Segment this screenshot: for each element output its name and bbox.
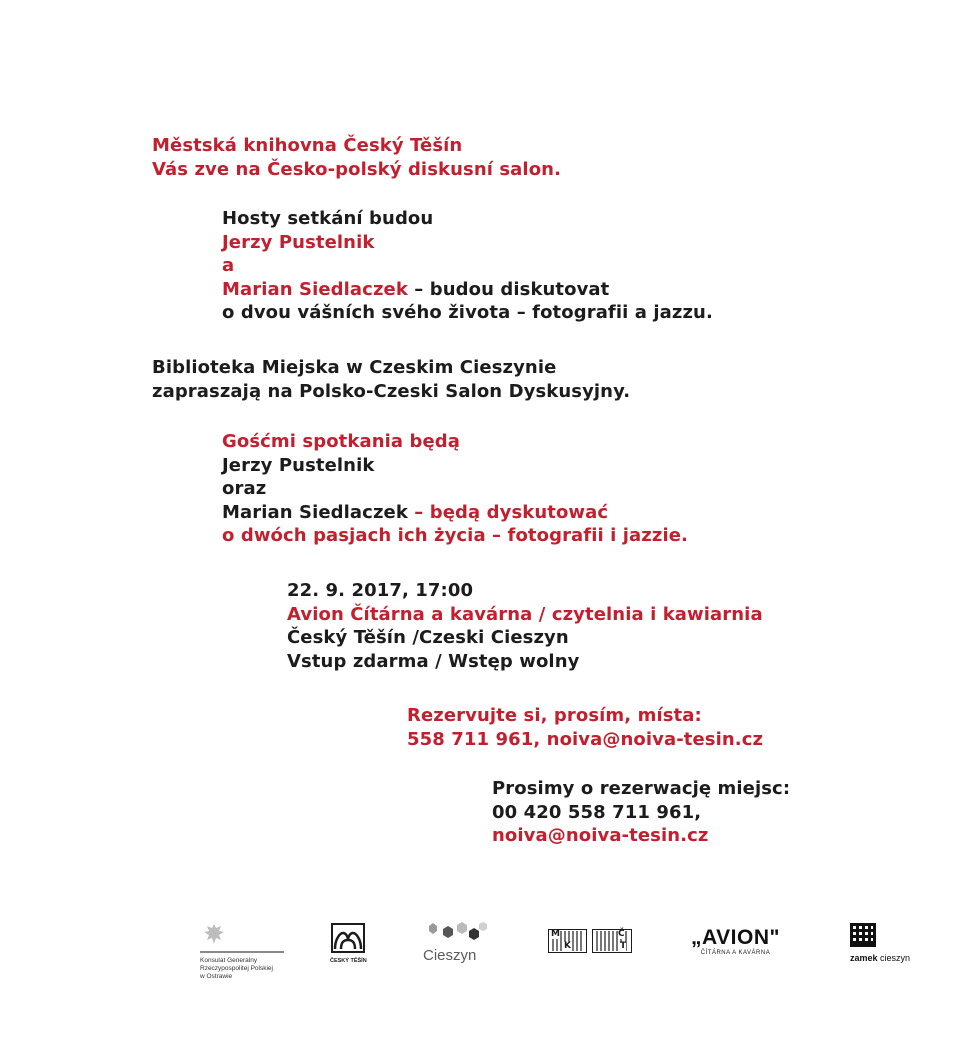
intro-pl-line1: Biblioteka Miejska w Czeskim Cieszynie (152, 357, 557, 378)
guests-cz-desc1: – budou diskutovat (407, 278, 610, 300)
event-entry: Vstup zdarma / Wstęp wolny (287, 650, 580, 672)
konsulat-rule (200, 951, 284, 953)
zamek-label-bold: zamek (850, 953, 878, 963)
mk-letter-k: K (564, 941, 571, 951)
guests-pl (222, 430, 688, 548)
avion-logo (688, 927, 783, 956)
reservation-cz-line1: Rezervujte si, prosím, místa: (407, 705, 702, 726)
event-datetime: 22. 9. 2017, 17:00 (287, 580, 474, 601)
guests-cz-guest2-line (222, 278, 713, 302)
reservation-pl (492, 777, 790, 848)
avion-subtitle: ČÍTÁRNA A KAVÁRNA (700, 950, 771, 956)
mk-letter-m: M (551, 929, 560, 939)
guests-pl-conj: oraz (222, 478, 267, 499)
sponsor-logos (0, 915, 960, 995)
zamek-castle-icon (850, 923, 876, 947)
zamek-label-rest: cieszyn (877, 953, 911, 963)
eagle-icon (202, 923, 226, 945)
guests-cz-conj: a (222, 255, 235, 276)
cesky-tesin-label: ČESKÝ TĚŠÍN (330, 958, 367, 964)
event-city: Český Těšín /Czeski Cieszyn (287, 627, 569, 648)
zamek-label (850, 953, 920, 963)
guests-pl-desc1: – będą dyskutować (407, 501, 609, 523)
guests-cz-desc2: o dvou vášních svého života – fotografii a jazzu. (222, 302, 713, 323)
konsulat-line3: w Ostrawie (200, 973, 233, 980)
guests-pl-desc2: o dwóch pasjach ich życia – fotografii i jazzie. (222, 525, 688, 546)
reservation-pl-line1: Prosimy o rezerwację miejsc: (492, 778, 791, 799)
cieszyn-label: Cieszyn (423, 947, 477, 964)
intro-cz-line2: Vás zve na Česko-polský diskusní salon. (152, 158, 562, 180)
guests-cz-heading: Hosty setkání budou (222, 208, 434, 229)
intro-pl-line2: zapraszają na Polsko-Czeski Salon Dyskusyjny. (152, 380, 631, 402)
intro-pl (152, 356, 630, 403)
zamek-logo (850, 923, 920, 963)
konsulat-line2: Rzeczypospolitej Polskiej (200, 965, 273, 972)
ct-letter-c: Č (618, 929, 625, 939)
guests-cz (222, 207, 713, 325)
intro-cz-line1: Městská knihovna Český Těšín (152, 135, 463, 156)
avion-wordmark: „AVION" (691, 926, 780, 949)
konsulat-line1: Konsulat Generalny (200, 957, 258, 964)
reservation-pl-line2: 00 420 558 711 961, (492, 801, 702, 823)
reservation-pl-email: noiva@noiva-tesin.cz (492, 825, 709, 846)
reservation-cz-line2: 558 711 961, noiva@noiva-tesin.cz (407, 728, 764, 750)
cieszyn-logo (423, 920, 493, 964)
intro-cz (152, 134, 561, 181)
konsulat-logo (200, 923, 290, 981)
guests-pl-guest1: Jerzy Pustelnik (222, 454, 375, 476)
guests-pl-guest2: Marian Siedlaczek (222, 501, 408, 523)
mk-ct-logo (548, 929, 632, 953)
cesky-tesin-logo (330, 923, 366, 964)
cesky-tesin-emblem-icon (331, 923, 365, 953)
ct-letter-t: T (620, 941, 627, 951)
event-details (287, 579, 763, 673)
guests-cz-guest2: Marian Siedlaczek (222, 278, 408, 300)
reservation-cz (407, 704, 763, 751)
guests-cz-guest1: Jerzy Pustelnik (222, 231, 375, 253)
cieszyn-hexagons-icon (423, 920, 487, 942)
event-venue: Avion Čítárna a kavárna / czytelnia i kawiarnia (287, 603, 763, 625)
guests-pl-heading: Gośćmi spotkania będą (222, 431, 461, 452)
guests-pl-guest2-line (222, 501, 688, 525)
